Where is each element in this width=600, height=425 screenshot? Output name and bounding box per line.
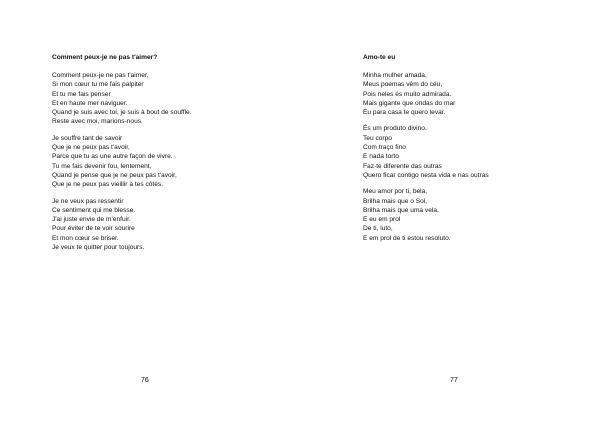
left-stanza-2 [52, 134, 192, 190]
poem-line: E nada torto [363, 153, 399, 161]
poem-line: Tu me fais devenir fou, lentement, [52, 162, 152, 170]
poem-line: És um produto divino. [363, 125, 427, 133]
right-page-number: 77 [450, 377, 458, 384]
right-page [300, 0, 600, 425]
poem-line: Ce sentiment qui me blesse. [52, 206, 136, 214]
poem-line: De ti, luto, [363, 225, 393, 233]
poem-line: Comment peux-je ne pas t'aimer, [52, 72, 149, 79]
right-stanza-3 [363, 187, 489, 243]
poem-line: Parce que tu as une autre façon de vivre. [52, 153, 173, 161]
poem-line: Je ne veux pas ressentir [52, 197, 124, 205]
poem-line: Meu amor por ti, bela, [363, 188, 428, 196]
poem-line: Reste avec moi, marions-nous. [52, 118, 143, 126]
poem-line: J'ai juste envie de m'enfuir. [52, 216, 131, 224]
poem-line: Faz-te diferente das outras [363, 162, 442, 170]
poem-line: Je souffre tant de savoir [52, 134, 123, 142]
poem-line: Que je ne peux pas vieillir à tes côtés. [52, 181, 164, 189]
poem-line: E em prol de ti estou resoluto. [363, 234, 451, 242]
right-poem-title: Amo-te eu [363, 54, 396, 61]
poem-line: Et mon cœur se briser. [52, 234, 119, 242]
poem-line: Et tu me fais penser [52, 90, 111, 98]
poem-line: Eu para casa te quero levar. [363, 109, 446, 117]
poem-line: E eu em prol [363, 216, 401, 224]
left-page-number: 76 [141, 377, 149, 384]
left-poem-title: Comment peux-je ne pas t'aimer? [52, 54, 158, 61]
right-stanza-1 [363, 71, 489, 117]
poem-line: Pois neles és muito admirada. [363, 90, 452, 98]
left-stanza-3 [52, 197, 192, 253]
poem-line: Quand je suis avec toi, je suis à bout de souffle. [52, 109, 192, 117]
poem-line: Mais gigante que ondas do mar [363, 99, 456, 107]
right-stanza-2 [363, 124, 489, 180]
left-poem-body [52, 71, 192, 259]
left-stanza-1 [52, 71, 192, 127]
poem-line: Meus poemas vêm do céu, [363, 81, 443, 89]
poem-line: Com traço fino [363, 144, 406, 152]
poem-line: Minha mulher amada, [363, 72, 427, 79]
poem-line: Que je ne peux pas t'avoir, [52, 144, 130, 152]
poem-line: Si mon cœur tu me fais palpiter [52, 81, 144, 89]
poem-line: Pour éviter de te voir sourire [52, 225, 135, 233]
poem-line: Teu corpo [363, 134, 392, 142]
poem-line: Et en haute mer naviguer. [52, 99, 128, 107]
poem-line: Brilha mais que uma vela. [363, 206, 439, 214]
poem-line: Quand je pense que je ne peux pas t'avoir, [52, 171, 177, 179]
right-poem-body [363, 71, 489, 250]
poem-line: Quero ficar contigo nesta vida e nas outras [363, 171, 489, 179]
poem-line: Brilha mais que o Sol, [363, 197, 428, 205]
poem-line: Je veux te quitter pour toujours. [52, 244, 145, 252]
